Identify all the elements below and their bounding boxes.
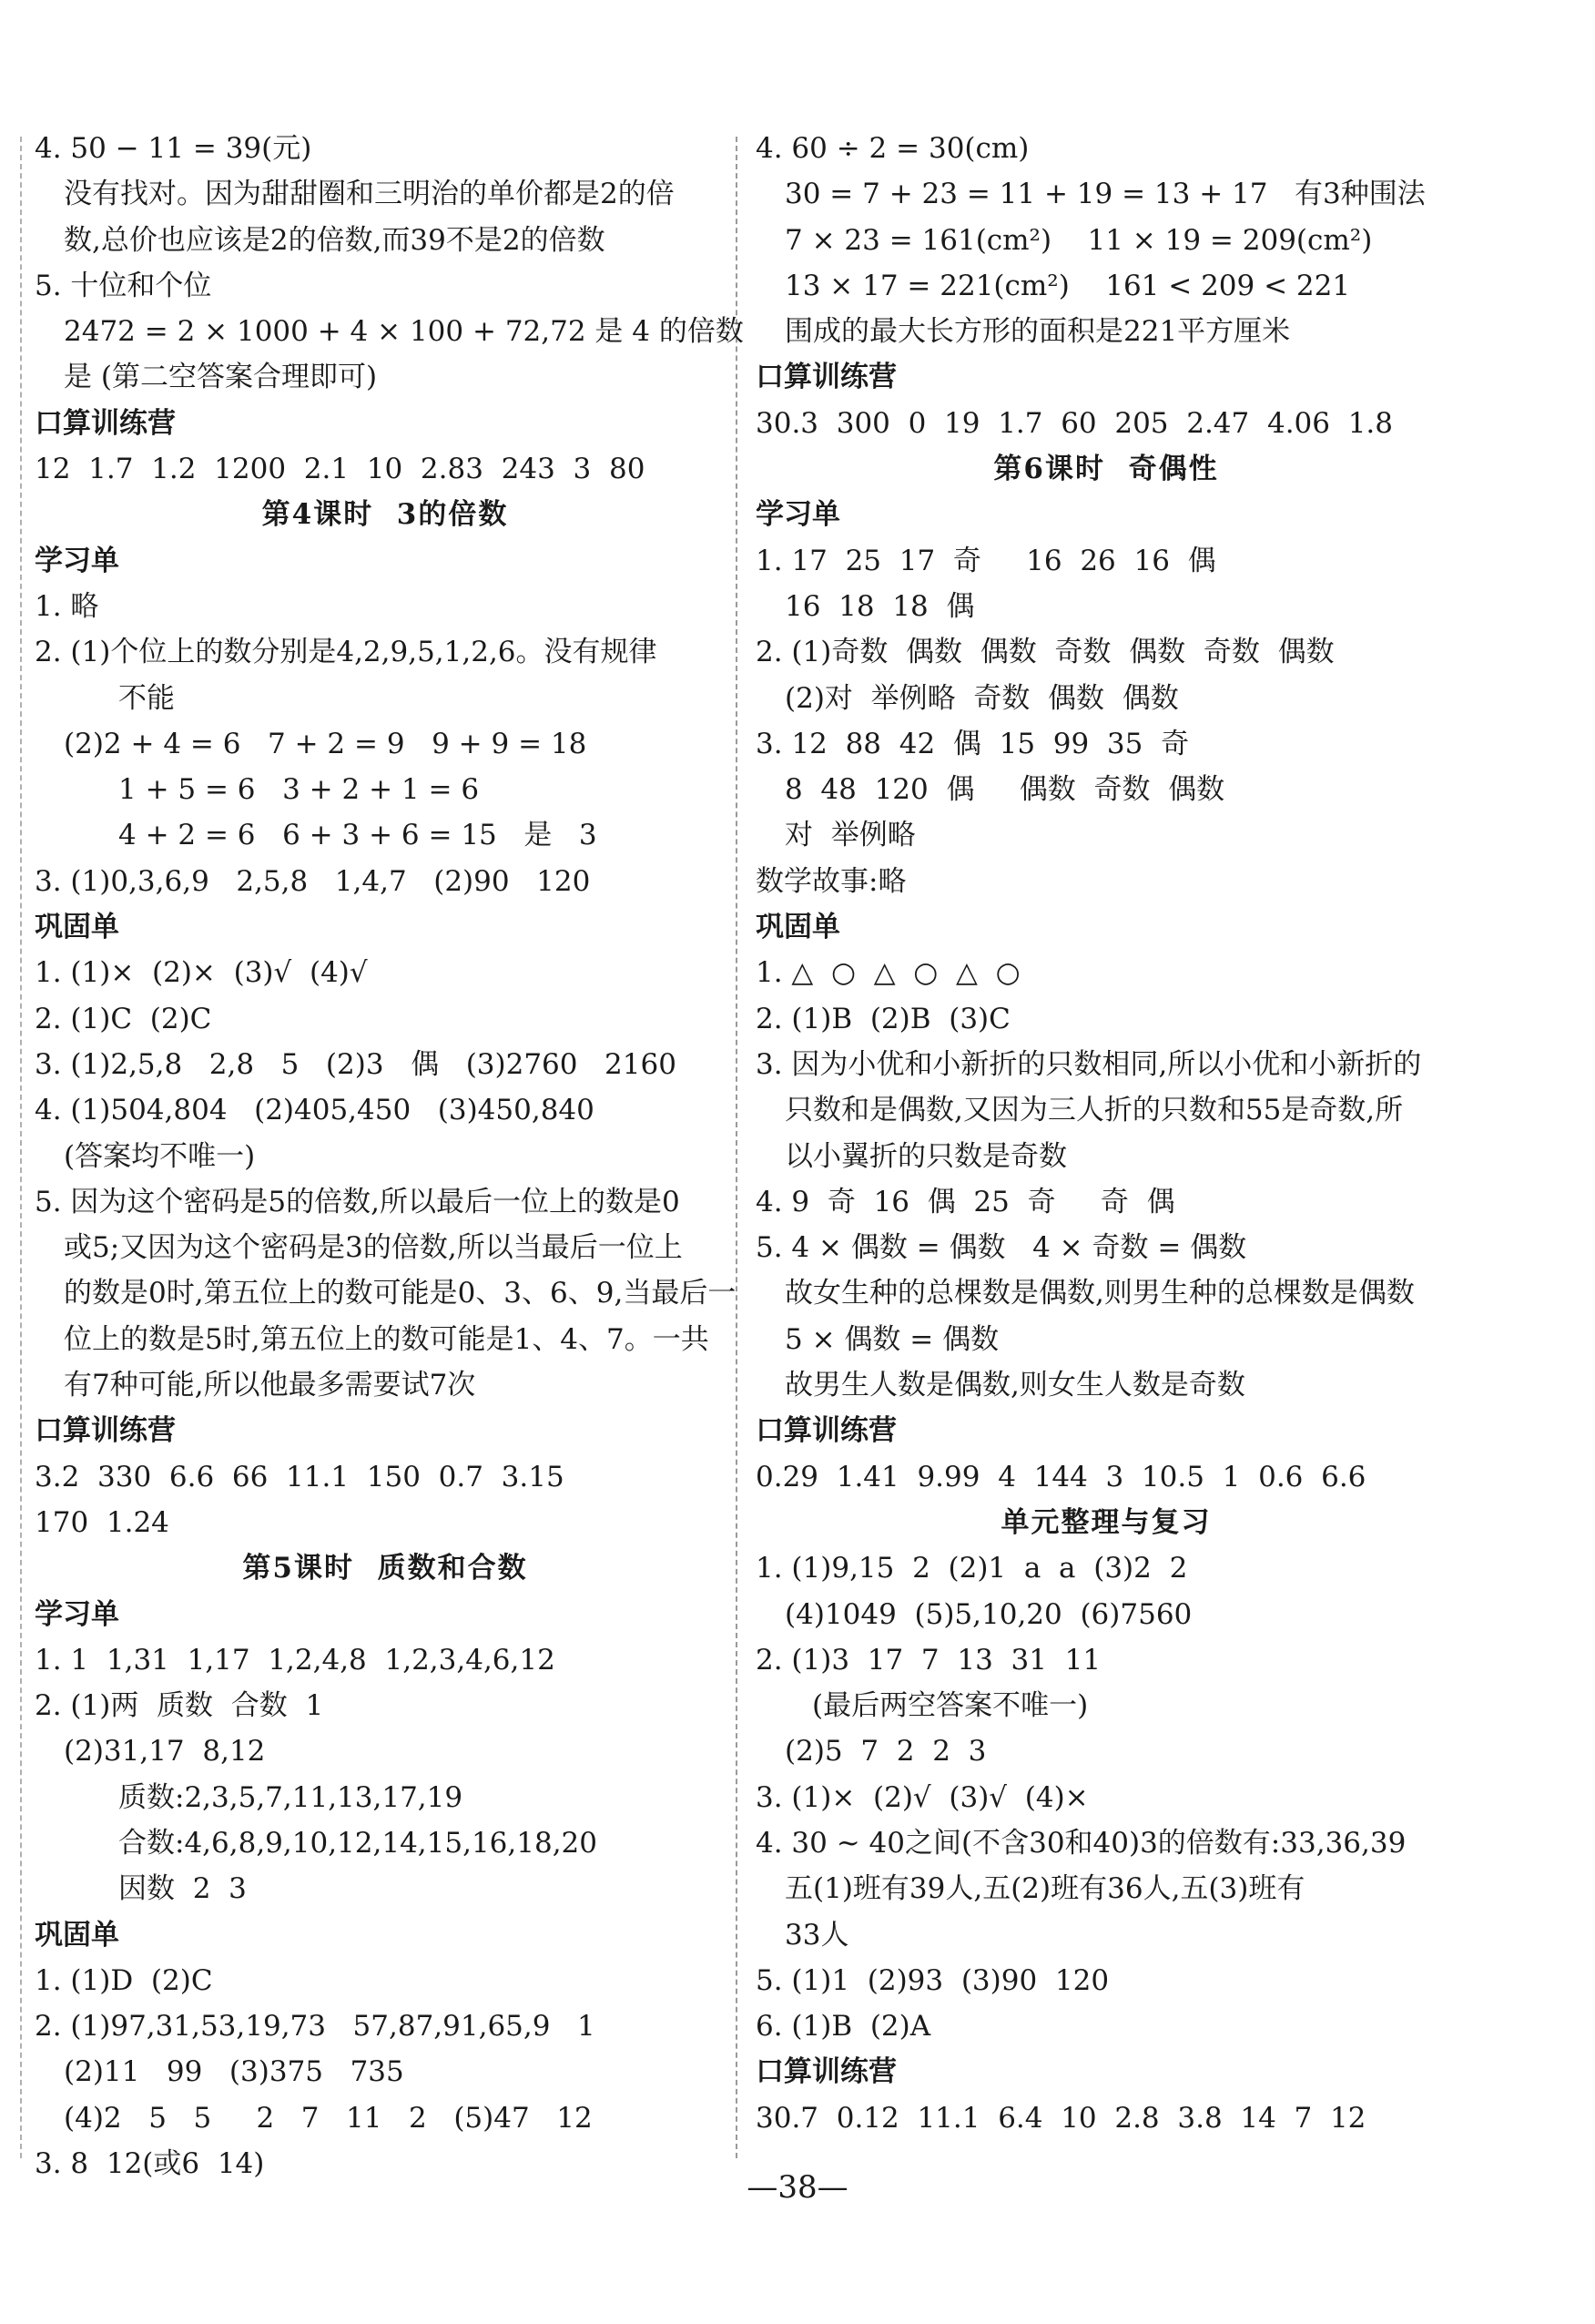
- answer-line-l38: 合数:4,6,8,9,10,12,14,15,16,18,20: [118, 1826, 598, 1860]
- page-number: —38—: [747, 2169, 848, 2206]
- lesson-title-l09: 第4课时 3的倍数: [261, 498, 509, 532]
- section-heading-l33: 学习单: [35, 1597, 119, 1631]
- answer-line-l36: (2)31,17 8,12: [64, 1735, 266, 1768]
- lesson-title-l32: 第5课时 质数和合数: [242, 1552, 528, 1585]
- answer-line-l12: 2. (1)个位上的数分别是4,2,9,5,1,2,6。没有规律: [35, 636, 657, 669]
- answer-line-l45: 3. 8 12(或6 14): [35, 2147, 265, 2181]
- section-heading-r43: 口算训练营: [756, 2055, 897, 2089]
- answer-line-r27: 5 × 偶数 = 偶数: [785, 1322, 1000, 1356]
- answer-line-r19: 1. △ ○ △ ○ △ ○: [756, 956, 1021, 990]
- section-heading-l29: 口算训练营: [35, 1414, 176, 1448]
- answer-line-r41: 5. (1)1 (2)93 (3)90 120: [756, 1963, 1110, 1997]
- answer-line-l23: (答案均不唯一): [64, 1139, 256, 1173]
- answer-line-r17: 数学故事:略: [756, 864, 907, 898]
- answer-line-r14: 3. 12 88 42 偶 15 99 35 奇: [756, 727, 1190, 760]
- answer-line-l13: 不能: [118, 681, 175, 715]
- answer-line-r44: 30.7 0.12 11.1 6.4 10 2.8 3.8 14 7 12: [756, 2101, 1366, 2135]
- answer-line-l19: 1. (1)× (2)× (3)√ (4)√: [35, 956, 368, 990]
- answer-line-l15: 1 + 5 = 6 3 + 2 + 1 = 6: [118, 773, 480, 807]
- answer-line-r12: 2. (1)奇数 偶数 偶数 奇数 偶数 奇数 偶数: [756, 636, 1335, 669]
- answer-line-l28: 有7种可能,所以他最多需要试7次: [64, 1369, 476, 1402]
- answer-line-r42: 6. (1)B (2)A: [756, 2010, 931, 2044]
- left-column: [35, 126, 744, 2186]
- answer-line-r40: 33人: [785, 1918, 849, 1952]
- answer-line-l44: (4)2 5 5 2 7 11 2 (5)47 12: [64, 2101, 593, 2135]
- answer-line-l37: 质数:2,3,5,7,11,13,17,19: [118, 1780, 463, 1814]
- answer-line-r07: 30.3 300 0 19 1.7 60 205 2.47 4.06 1.8: [756, 406, 1393, 440]
- answer-line-l26: 的数是0时,第五位上的数可能是0、3、6、9,当最后一: [64, 1277, 737, 1310]
- answer-line-r30: 0.29 1.41 9.99 4 144 3 10.5 1 0.6 6.6: [756, 1460, 1366, 1493]
- answer-line-l08: 12 1.7 1.2 1200 2.1 10 2.83 243 3 80: [35, 453, 645, 486]
- answer-line-r35: (最后两空答案不唯一): [812, 1689, 1089, 1723]
- answer-line-l41: 1. (1)D (2)C: [35, 1963, 213, 1997]
- answer-line-l02: 没有找对。因为甜甜圈和三明治的单价都是2的倍: [64, 178, 675, 211]
- answer-line-r21: 3. 因为小优和小新折的只数相同,所以小优和小新折的: [756, 1047, 1422, 1081]
- answer-line-l16: 4 + 2 = 6 6 + 3 + 6 = 15 是 3: [118, 819, 597, 852]
- section-heading-r18: 巩固单: [756, 911, 840, 944]
- answer-line-l01: 4. 50 − 11 = 39(元): [35, 132, 312, 165]
- answer-line-l05: 2472 = 2 × 1000 + 4 × 100 + 72,72 是 4 的倍数: [64, 315, 744, 349]
- answer-line-l04: 5. 十位和个位: [35, 269, 212, 302]
- answer-line-l34: 1. 1 1,31 1,17 1,2,4,8 1,2,3,4,6,12: [35, 1643, 555, 1677]
- answer-line-r11: 16 18 18 偶: [785, 589, 975, 623]
- section-heading-l40: 巩固单: [35, 1918, 119, 1952]
- answer-line-l42: 2. (1)97,31,53,19,73 57,87,91,65,9 1: [35, 2010, 595, 2044]
- right-column: [756, 126, 1457, 2141]
- answer-line-r16: 对 举例略: [785, 819, 916, 852]
- answer-line-r02: 30 = 7 + 23 = 11 + 19 = 13 + 17 有3种围法: [785, 178, 1426, 211]
- answer-line-r28: 故男生人数是偶数,则女生人数是奇数: [785, 1369, 1245, 1402]
- answer-line-r33: (4)1049 (5)5,10,20 (6)7560: [785, 1597, 1193, 1631]
- answer-line-r32: 1. (1)9,15 2 (2)1 a a (3)2 2: [756, 1552, 1188, 1585]
- lesson-title-r31: 单元整理与复习: [1001, 1505, 1212, 1539]
- section-heading-r09: 学习单: [756, 498, 840, 532]
- answer-line-l06: 是 (第二空答案合理即可): [64, 361, 378, 394]
- left-margin-rule: [20, 137, 22, 2158]
- answer-line-r26: 故女生种的总棵数是偶数,则男生种的总棵数是偶数: [785, 1277, 1415, 1310]
- answer-line-l03: 数,总价也应该是2的倍数,而39不是2的倍数: [64, 223, 605, 257]
- answer-line-r03: 7 × 23 = 161(cm²) 11 × 19 = 209(cm²): [785, 223, 1373, 257]
- lesson-title-r08: 第6课时 奇偶性: [993, 453, 1219, 486]
- answer-line-r01: 4. 60 ÷ 2 = 30(cm): [756, 132, 1030, 165]
- answer-line-l17: 3. (1)0,3,6,9 2,5,8 1,4,7 (2)90 120: [35, 864, 591, 898]
- answer-line-r24: 4. 9 奇 16 偶 25 奇 奇 偶: [756, 1185, 1175, 1218]
- answer-line-l22: 4. (1)504,804 (2)405,450 (3)450,840: [35, 1094, 594, 1127]
- answer-line-r10: 1. 17 25 17 奇 16 26 16 偶: [756, 544, 1216, 577]
- section-heading-l07: 口算训练营: [35, 406, 176, 440]
- answer-line-r39: 五(1)班有39人,五(2)班有36人,五(3)班有: [785, 1872, 1305, 1906]
- answer-line-r37: 3. (1)× (2)√ (3)√ (4)×: [756, 1780, 1089, 1814]
- column-divider: [736, 137, 737, 2158]
- answer-line-r04: 13 × 17 = 221(cm²) 161 < 209 < 221: [785, 269, 1351, 302]
- answer-line-l24: 5. 因为这个密码是5的倍数,所以最后一位上的数是0: [35, 1185, 680, 1218]
- answer-line-r20: 2. (1)B (2)B (3)C: [756, 1002, 1011, 1035]
- answer-line-r36: (2)5 7 2 2 3: [785, 1735, 987, 1768]
- answer-line-l35: 2. (1)两 质数 合数 1: [35, 1689, 324, 1723]
- section-heading-l10: 学习单: [35, 544, 119, 577]
- answer-line-l31: 170 1.24: [35, 1505, 169, 1539]
- answer-line-r22: 只数和是偶数,又因为三人折的只数和55是奇数,所: [785, 1094, 1404, 1127]
- answer-line-l14: (2)2 + 4 = 6 7 + 2 = 9 9 + 9 = 18: [64, 727, 587, 760]
- answer-line-r05: 围成的最大长方形的面积是221平方厘米: [785, 315, 1291, 349]
- answer-line-r38: 4. 30 ~ 40之间(不含30和40)3的倍数有:33,36,39: [756, 1826, 1407, 1860]
- answer-line-r23: 以小翼折的只数是奇数: [785, 1139, 1067, 1173]
- answer-line-l39: 因数 2 3: [118, 1872, 247, 1906]
- section-heading-r29: 口算训练营: [756, 1414, 897, 1448]
- answer-line-l21: 3. (1)2,5,8 2,8 5 (2)3 偶 (3)2760 2160: [35, 1047, 676, 1081]
- section-heading-r06: 口算训练营: [756, 361, 897, 394]
- answer-line-r15: 8 48 120 偶 偶数 奇数 偶数: [785, 773, 1225, 807]
- answer-line-r34: 2. (1)3 17 7 13 31 11: [756, 1643, 1102, 1677]
- answer-line-r13: (2)对 举例略 奇数 偶数 偶数: [785, 681, 1179, 715]
- answer-line-l43: (2)11 99 (3)375 735: [64, 2055, 404, 2089]
- answer-line-l20: 2. (1)C (2)C: [35, 1002, 212, 1035]
- answer-line-l25: 或5;又因为这个密码是3的倍数,所以当最后一位上: [64, 1231, 683, 1265]
- answer-line-l30: 3.2 330 6.6 66 11.1 150 0.7 3.15: [35, 1460, 564, 1493]
- answer-line-l27: 位上的数是5时,第五位上的数可能是1、4、7。一共: [64, 1322, 709, 1356]
- answer-line-l11: 1. 略: [35, 589, 99, 623]
- section-heading-l18: 巩固单: [35, 911, 119, 944]
- answer-line-r25: 5. 4 × 偶数 = 偶数 4 × 奇数 = 偶数: [756, 1231, 1247, 1265]
